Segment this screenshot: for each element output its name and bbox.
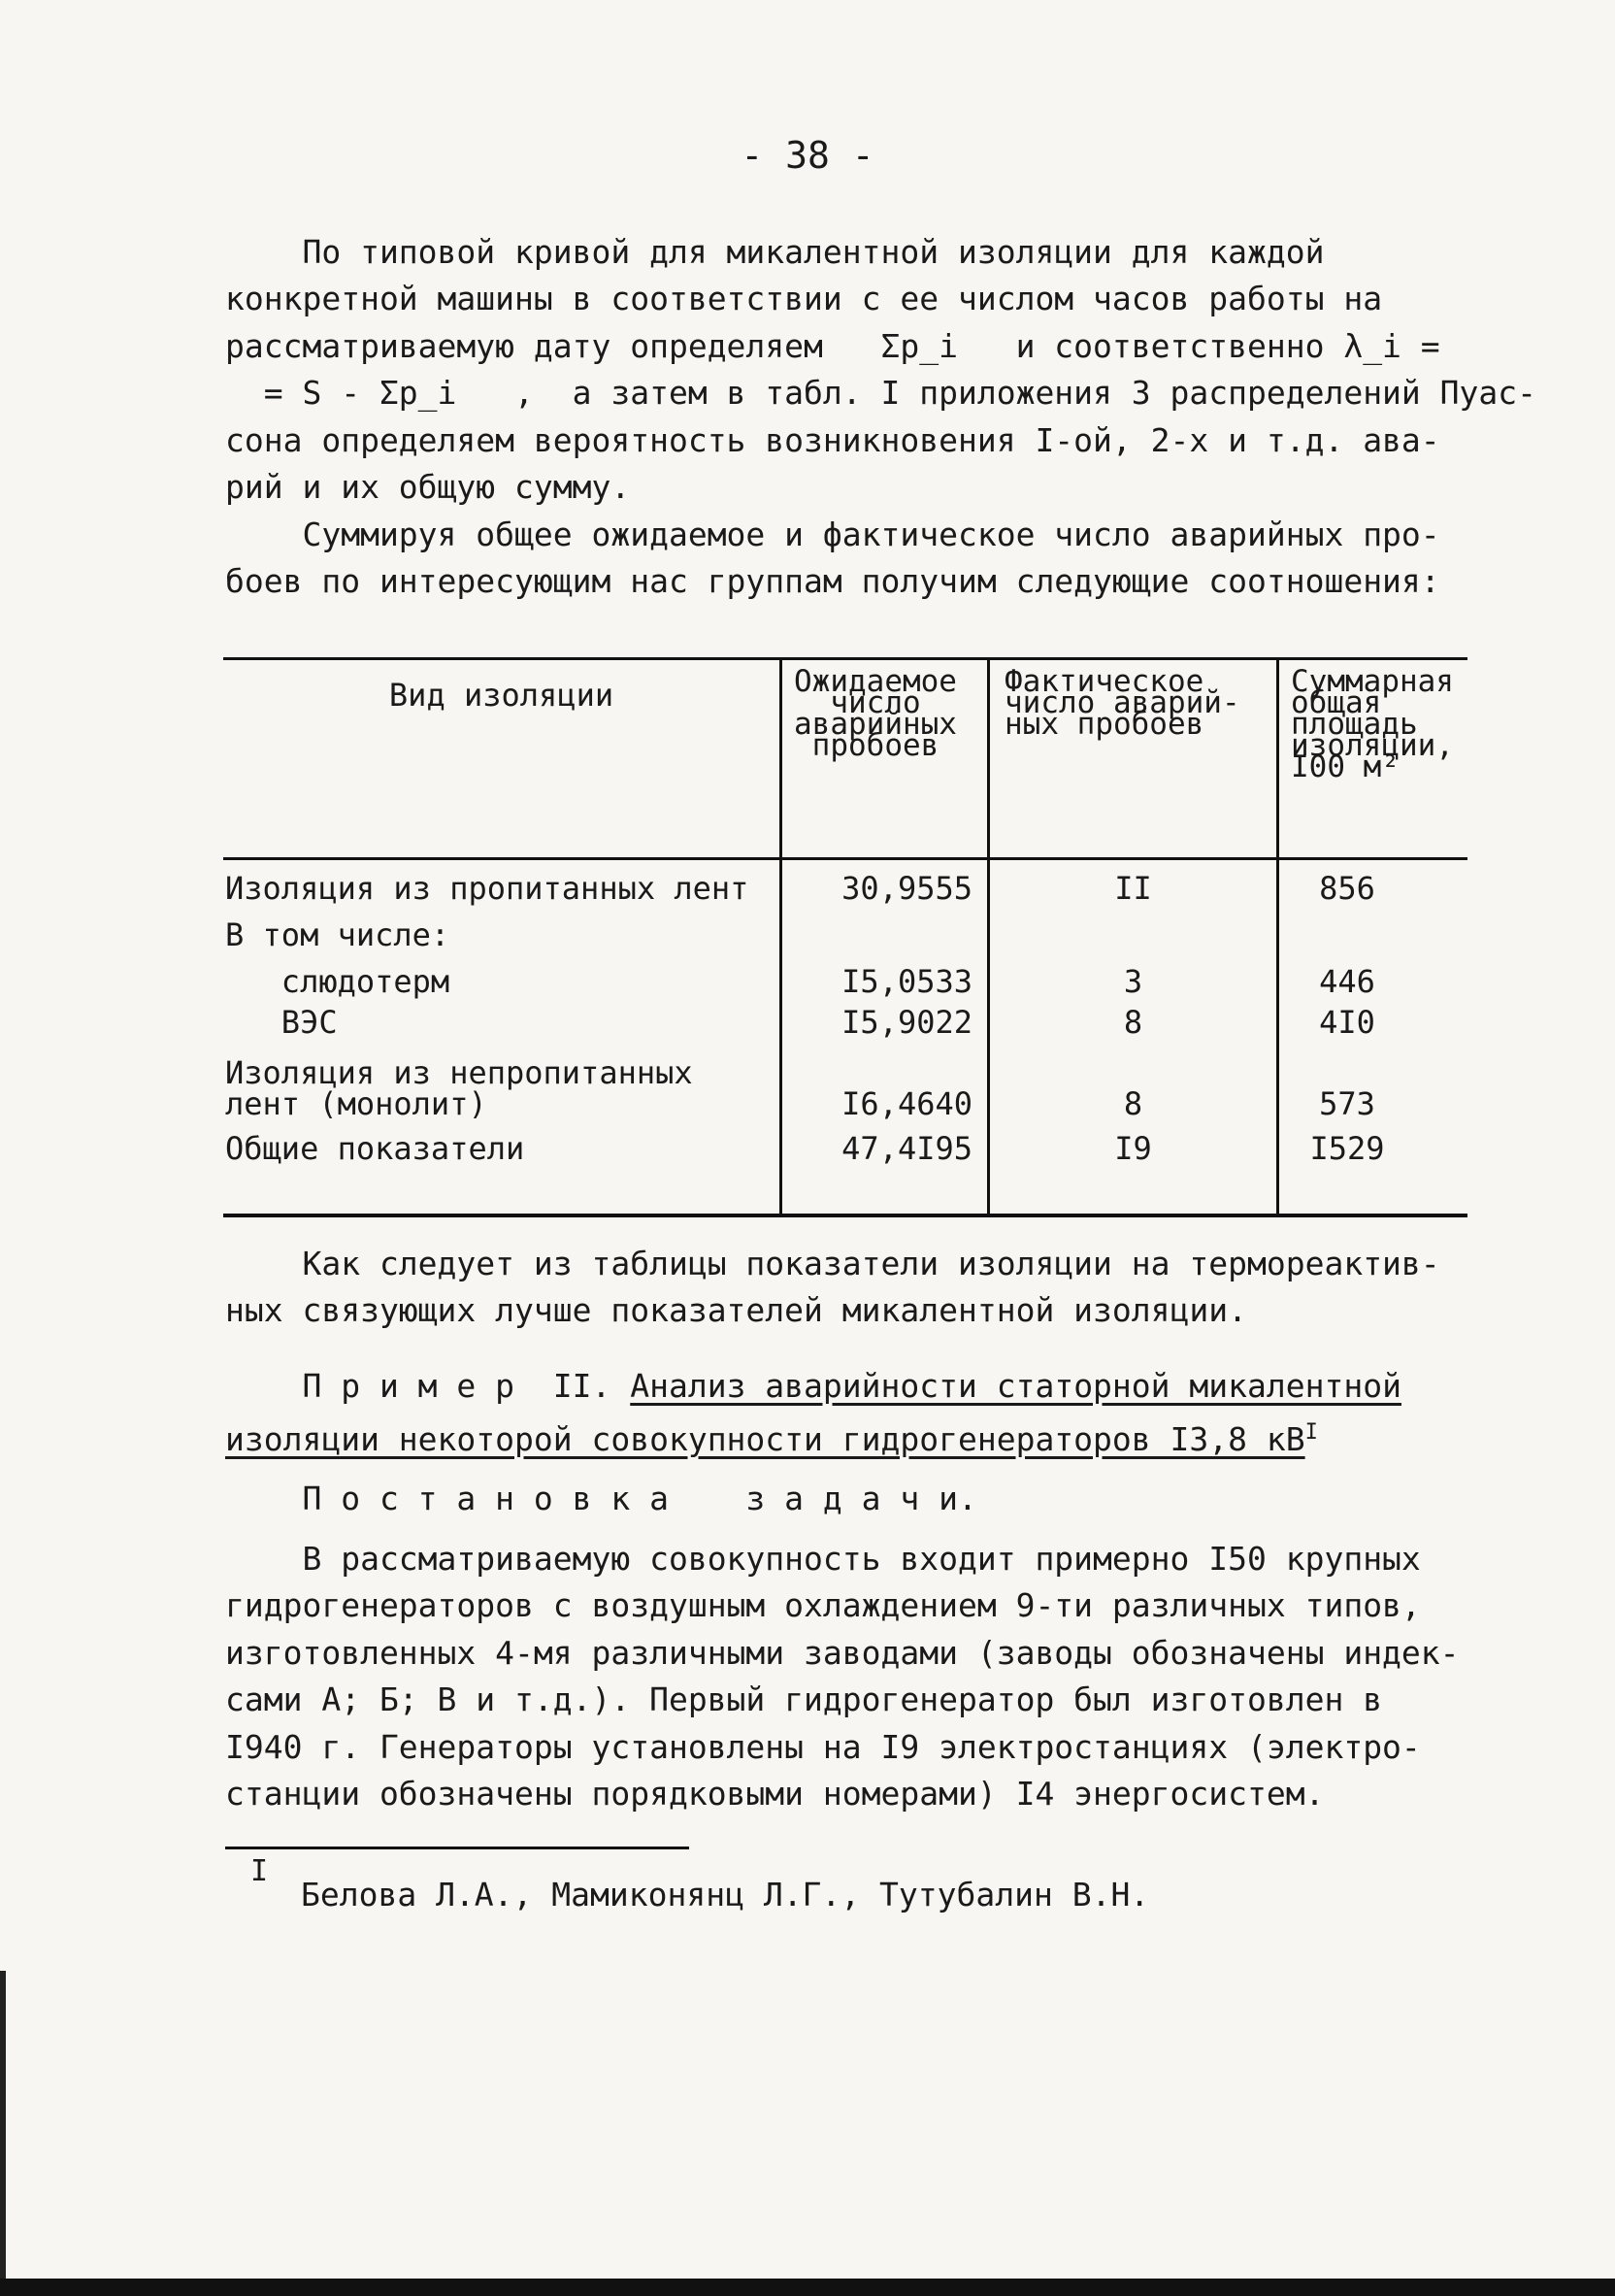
paragraph-1-line: = S - Σp_i , а затем в табл. I приложения 3 распределений Пуас- <box>225 374 1537 412</box>
paragraph-4-line: изготовленных 4-мя различными заводами (заводы обозначены индек- <box>225 1634 1460 1672</box>
paragraph-1-line: сона определяем вероятность возникновения I-ой, 2-х и т.д. ава- <box>225 421 1440 459</box>
row-actual: I9 <box>1114 1130 1152 1167</box>
row-actual: II <box>1114 870 1152 907</box>
header-total-area: Суммарная общая площадь изоляции, I00 м² <box>1291 664 1454 784</box>
table-top-rule <box>223 657 1467 660</box>
example-title: Анализ аварийности статорной микалентной <box>630 1367 1401 1405</box>
footnote-divider <box>225 1847 689 1849</box>
header-actual-count: Фактическое число аварий- ных пробоев <box>1005 664 1240 742</box>
row-label: Изоляция из пропитанных лент <box>225 870 749 907</box>
insulation-table <box>223 657 1467 1216</box>
footnote-text: Белова Л.А., Мамиконянц Л.Г., Тутубалин В.Н. <box>301 1876 1150 1913</box>
section-heading: П о с т а н о в к а з а д а ч и. <box>225 1480 977 1517</box>
row-actual: 8 <box>1123 1004 1143 1041</box>
scan-bottom-edge <box>0 2279 1615 2296</box>
table-bottom-rule <box>223 1214 1467 1217</box>
scan-edge-shadow <box>0 1971 6 2296</box>
paragraph-1-line: рассматриваемую дату определяем Σp_i и соответственно λ_i = <box>225 327 1440 365</box>
table-header-rule <box>223 857 1467 860</box>
paragraph-2-line: боев по интересующим нас группам получим следующие соотношения: <box>225 562 1440 600</box>
row-expected: I6,4640 <box>841 1085 972 1122</box>
row-area: 573 <box>1319 1085 1375 1122</box>
row-label: В том числе: <box>225 916 450 953</box>
row-expected: 30,9555 <box>841 870 972 907</box>
header-insulation-type: Вид изоляции <box>388 677 614 714</box>
paragraph-4-line: гидрогенераторов с воздушным охлаждением 9-ти различных типов, <box>225 1586 1421 1624</box>
paragraph-2-line: Суммируя общее ожидаемое и фактическое число аварийных про- <box>225 516 1440 553</box>
row-actual: 8 <box>1123 1085 1143 1122</box>
row-label: слюдотерм <box>225 963 450 1000</box>
row-area: 4I0 <box>1319 1004 1375 1041</box>
row-actual: 3 <box>1123 963 1143 1000</box>
paragraph-3-line: ных связующих лучше показателей микалентной изоляции. <box>225 1291 1247 1329</box>
row-expected: 47,4I95 <box>841 1130 972 1167</box>
footnote-ref: I <box>1304 1420 1318 1445</box>
example-prefix: П р и м е р II. <box>225 1367 631 1405</box>
example-title: изоляции некоторой совокупности гидрогенераторов I3,8 кВ <box>225 1420 1305 1458</box>
row-area: 856 <box>1319 870 1375 907</box>
example-heading <box>225 1363 1467 1411</box>
paragraph-3-line: Как следует из таблицы показатели изоляции на термореактив- <box>225 1245 1440 1282</box>
header-expected-count: Ожидаемое число аварийных пробоев <box>794 664 957 763</box>
row-label: Общие показатели <box>225 1130 525 1167</box>
example-heading-continued <box>225 1410 1467 1464</box>
paragraph-4-line: сами А; Б; В и т.д.). Первый гидрогенератор был изготовлен в <box>225 1680 1383 1718</box>
row-label: Изоляция из непропитанных лент (монолит) <box>225 1054 693 1122</box>
paragraph-1-line: рий и их общую сумму. <box>225 468 631 506</box>
row-label: ВЭС <box>225 1004 338 1041</box>
row-expected: I5,0533 <box>841 963 972 1000</box>
page-number: - 38 - <box>741 134 874 177</box>
paragraph-1-line: конкретной машины в соответствии с ее числом часов работы на <box>225 280 1383 317</box>
row-area: 446 <box>1319 963 1375 1000</box>
paragraph-4-line: I940 г. Генераторы установлены на I9 электростанциях (электро- <box>225 1728 1421 1766</box>
paragraph-4-line: станции обозначены порядковыми номерами) I4 энергосистем. <box>225 1775 1325 1813</box>
footnote-mark: I <box>250 1854 269 1888</box>
row-area: I529 <box>1309 1130 1385 1167</box>
paragraph-1-line: По типовой кривой для микалентной изоляции для каждой <box>225 233 1325 271</box>
paragraph-4-line: В рассматриваемую совокупность входит примерно I50 крупных <box>225 1540 1421 1578</box>
row-expected: I5,9022 <box>841 1004 972 1041</box>
